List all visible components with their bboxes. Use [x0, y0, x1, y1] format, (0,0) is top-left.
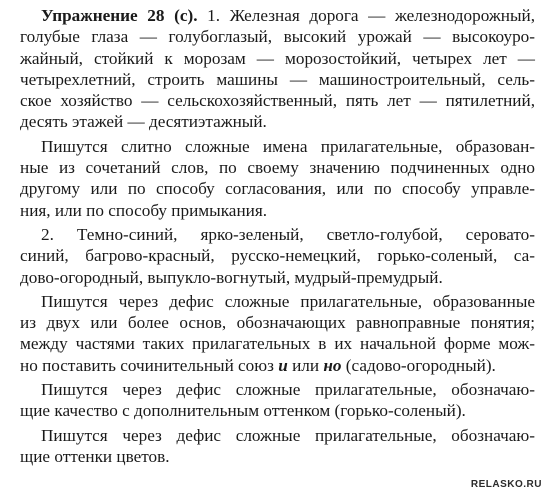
p4-line-3: между частями таких прилагательных в их начальной форме мож-	[20, 334, 535, 354]
conjunction-no: но	[323, 355, 342, 375]
conjunction-i: и	[278, 355, 288, 375]
p4-line-1: Пишутся через дефис сложные прилагательные, образованные	[41, 291, 535, 311]
p2-line-3: другому или по способу согласования, или по способу управле-	[20, 179, 535, 199]
watermark: RELASKO.RU	[470, 479, 542, 490]
p1-line-4: четырехлетний, строить машины — машиностроительный, сель-	[20, 69, 535, 89]
p3-line-2: синий, багрово-красный, русско-немецкий, горько-соленый, са-	[20, 246, 535, 266]
p3-line-3: дово-огородный, выпукло-вогнутый, мудрый-премудрый.	[20, 267, 443, 287]
p6-line-1: Пишутся через дефис сложные прилагательные, обозначаю-	[41, 425, 535, 445]
p1-line-1: Упражнение 28 (с). 1. Железная дорога — железнодорожный,	[41, 6, 535, 25]
p1-line-3: жайный, стойкий к морозам — морозостойкий, четырех лет —	[20, 48, 535, 68]
exercise-text	[20, 5, 535, 467]
exercise-heading: Упражнение 28 (с).	[41, 6, 198, 25]
p4-line-4: но поставить сочинительный союз и или но (садово-огородный).	[20, 355, 496, 375]
p3-line-1: 2. Темно-синий, ярко-зеленый, светло-голубой, серовато-	[41, 224, 535, 244]
p1-line-5: ское хозяйство — сельскохозяйственный, пять лет — пятилетний,	[20, 91, 535, 111]
p2-line-1: Пишутся слитно сложные имена прилагательные, образован-	[41, 136, 535, 156]
p5-line-2: щие качество с дополнительным оттенком (горько-соленый).	[20, 401, 466, 421]
p1-line-2: голубые глаза — голубоглазый, высокий урожай — высокоуро-	[20, 27, 535, 47]
p2-line-4: ния, или по способу примыкания.	[20, 200, 268, 220]
p6-line-2: щие оттенки цветов.	[20, 446, 170, 466]
p2-line-2: ные из сочетаний слов, по своему значению подчиненных одно	[20, 158, 535, 178]
p5-line-1: Пишутся через дефис сложные прилагательные, обозначаю-	[41, 380, 535, 400]
p4-line-2: из двух или более основ, обозначающих равноправные понятия;	[20, 313, 535, 333]
p1-line-6: десять этажей — десятиэтажный.	[20, 112, 267, 132]
